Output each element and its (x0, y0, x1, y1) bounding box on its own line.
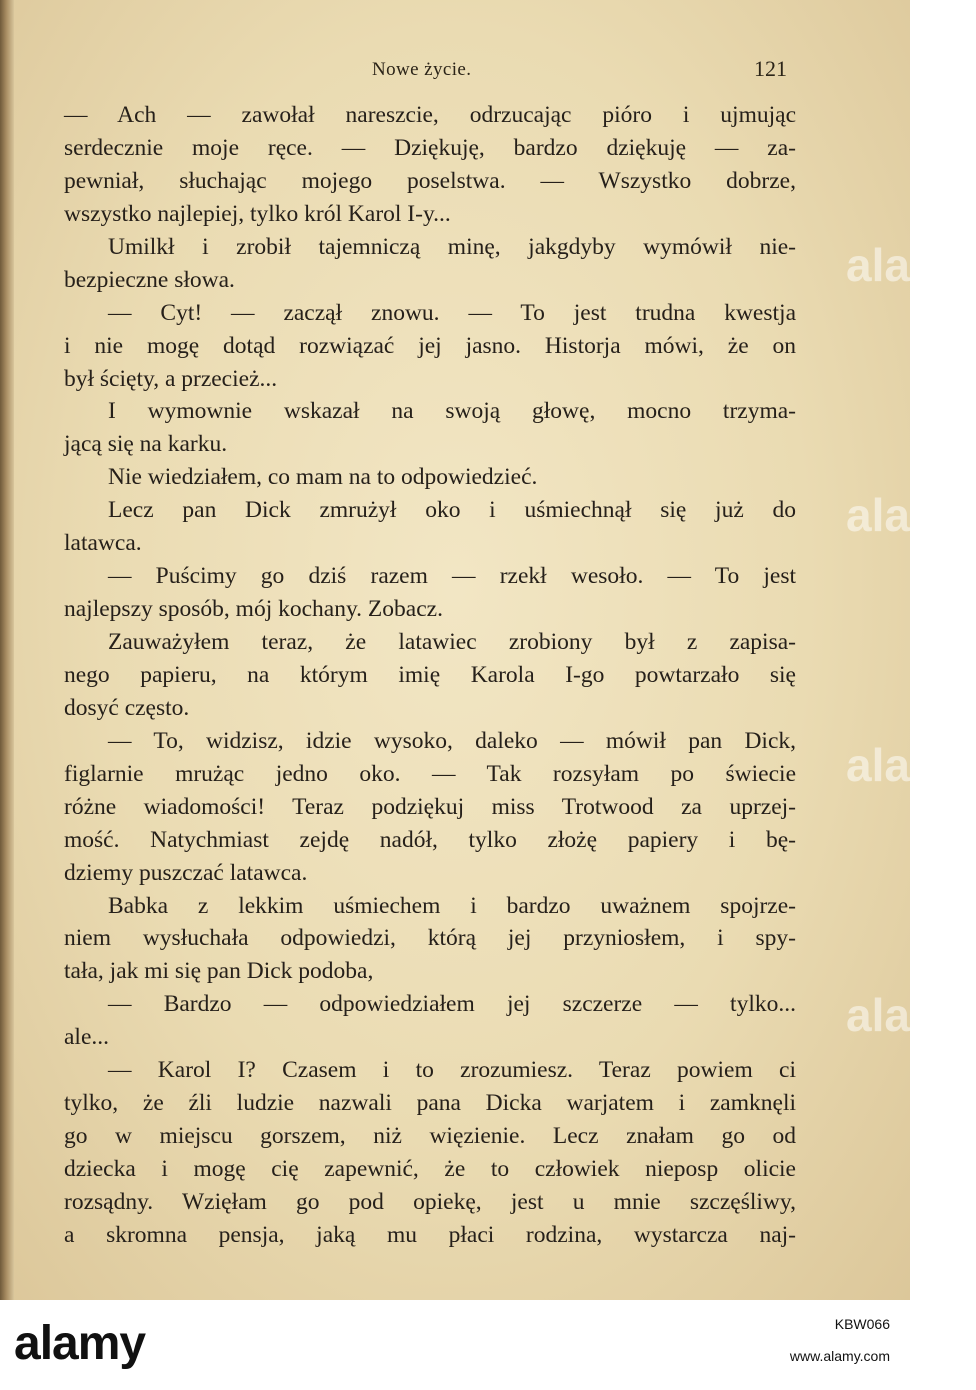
watermark-text: alamy (846, 489, 976, 541)
text-line: — Cyt! — zaczął znowu. — To jest trudna kwestja (108, 299, 796, 326)
text-line: tała, jak mi się pan Dick podoba, (64, 958, 374, 985)
text-line: go w miejscu gorszem, niż więzienie. Lecz znałam go od (64, 1123, 796, 1150)
stock-footer (0, 1300, 910, 1390)
text-line: rozsądny. Wzięłam go pod opiekę, jest u mnie szczęśliwy, (64, 1188, 796, 1215)
text-line: mość. Natychmiast zejdę nadół, tylko złożę papiery i bę- (64, 826, 796, 853)
text-line: i nie mogę dotąd rozwiązać jej jasno. Historja mówi, że on (64, 332, 796, 359)
watermark-text: alamy (846, 989, 976, 1041)
running-title: Nowe życie. (372, 59, 472, 80)
text-line: ale... (64, 1024, 110, 1051)
text-line: Nie wiedziałem, co mam na to odpowiedzieć. (108, 464, 538, 491)
text-line: najlepszy sposób, mój kochany. Zobacz. (64, 596, 443, 623)
text-line: — Puścimy go dziś razem — rzekł wesoło. — To jest (108, 563, 796, 590)
text-line: — Bardzo — odpowiedziałem jej szczerze — tylko... (108, 991, 796, 1018)
text-line: Lecz pan Dick zmrużył oko i uśmiechnął się już do (108, 497, 796, 524)
text-line: dosyć często. (64, 694, 190, 721)
text-line: Zauważyłem teraz, że latawiec zrobiony był z zapisa- (108, 629, 796, 655)
text-line: Babka z lekkim uśmiechem i bardzo uważnem spojrze- (108, 892, 796, 919)
body-text (64, 99, 796, 1252)
text-line: był ścięty, a przecież... (64, 365, 278, 392)
text-line: a skromna pensja, jaką mu płaci rodzina, wystarcza naj- (64, 1221, 796, 1248)
text-line: nego papieru, na którym imię Karola I-go powtarzało się (64, 661, 796, 688)
text-line: jącą się na karku. (64, 431, 228, 458)
text-line: pewniał, słuchając mojego poselstwa. — Wszystko dobrze, (64, 167, 796, 194)
text-line: figlarnie mrużąc jedno oko. — Tak rozsyłam po świecie (64, 760, 796, 787)
text-line: dziemy puszczać latawca. (64, 859, 308, 886)
text-line: serdecznie moje ręce. — Dziękuję, bardzo dziękuję — za- (64, 134, 796, 161)
text-line: niem wysłuchała odpowiedzi, którą jej przyniosłem, i spy- (64, 925, 796, 952)
book-spine-shadow (0, 0, 14, 1300)
text-line: tylko, że źli ludzie nazwali pana Dicka warjatem i zamknęli (64, 1090, 796, 1117)
watermark-text: alamy (846, 739, 976, 791)
text-line: bezpieczne słowa. (64, 266, 235, 293)
text-line: — To, widzisz, idzie wysoko, daleko — mówił pan Dick, (108, 727, 796, 754)
text-line: różne wiadomości! Teraz podziękuj miss Trotwood za uprzej- (64, 793, 796, 820)
text-line: latawca. (64, 530, 142, 557)
watermark-text: alamy (846, 239, 976, 291)
alamy-logo: alamy (14, 1317, 146, 1370)
text-line: wszystko najlepiej, tylko król Karol I-y... (64, 200, 451, 227)
text-line: I wymownie wskazał na swoją głowę, mocno trzyma- (108, 398, 796, 425)
footer-url: www.alamy.com (789, 1348, 890, 1364)
image-id-label: KBW066 (834, 1316, 890, 1332)
text-line: — Karol I? Czasem i to zrozumiesz. Teraz powiem ci (108, 1057, 796, 1084)
text-line: — Ach — zawołał nareszcie, odrzucając pióro i ujmując (64, 102, 796, 128)
text-line: dziecka i mogę cię zapewnić, że to człowiek nieposp olicie (64, 1156, 796, 1182)
page-header (0, 56, 910, 86)
page-number: 121 (754, 56, 787, 81)
text-line: Umilkł i zrobił tajemniczą minę, jakgdyby wymówił nie- (108, 233, 796, 260)
